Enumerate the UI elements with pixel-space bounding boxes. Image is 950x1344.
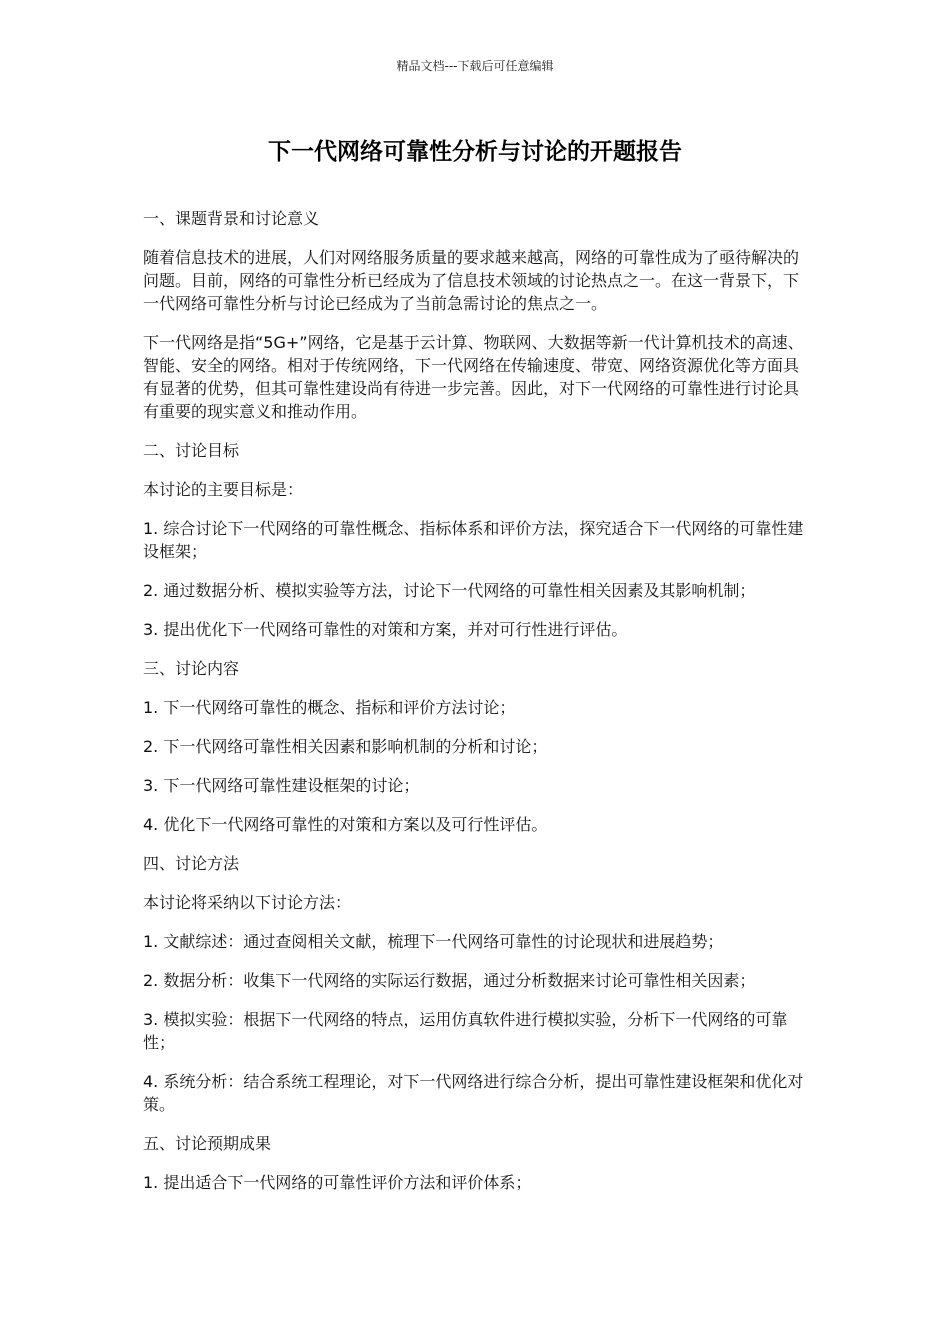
- section-heading-methods: 四、讨论方法: [143, 854, 240, 873]
- document-title: 下一代网络可靠性分析与讨论的开题报告: [268, 139, 682, 165]
- section-heading-background: 一、课题背景和讨论意义: [143, 209, 320, 228]
- section-heading-outcomes: 五、讨论预期成果: [143, 1134, 272, 1153]
- list-item-method-2: 2. 数据分析：收集下一代网络的实际运行数据，通过分析数据来讨论可靠性相关因素；: [143, 971, 756, 990]
- list-item-goal-3: 3. 提出优化下一代网络可靠性的对策和方案，并对可行性进行评估。: [143, 620, 628, 639]
- list-item-goal-1: 1. 综合讨论下一代网络的可靠性概念、指标体系和评价方法，探究适合下一代网络的可靠性建设框架；: [143, 519, 804, 561]
- paragraph-background-1: 随着信息技术的进展，人们对网络服务质量的要求越来越高，网络的可靠性成为了亟待解决的问题。目前，网络的可靠性分析已经成为了信息技术领域的讨论热点之一。在这一背景下，下一代网络可靠性分析与讨论已经成为了当前急需讨论的焦点之一。: [143, 248, 800, 313]
- paragraph-goals-intro: 本讨论的主要目标是：: [143, 480, 304, 499]
- list-item-method-1: 1. 文献综述：通过查阅相关文献，梳理下一代网络可靠性的讨论现状和进展趋势；: [143, 932, 724, 951]
- list-item-content-1: 1. 下一代网络可靠性的概念、指标和评价方法讨论；: [143, 698, 516, 717]
- paragraph-background-2: 下一代网络是指“5G+”网络，它是基于云计算、物联网、大数据等新一代计算机技术的高速、智能、安全的网络。相对于传统网络，下一代网络在传输速度、带宽、网络资源优化等方面具有显著的优势，但其可靠性建设尚有待进一步完善。因此，对下一代网络的可靠性进行讨论具有重要的现实意义和推动作用。: [143, 333, 804, 421]
- section-heading-goals: 二、讨论目标: [143, 441, 240, 460]
- list-item-method-4: 4. 系统分析：结合系统工程理论，对下一代网络进行综合分析，提出可靠性建设框架和优化对策。: [143, 1072, 804, 1114]
- document-body: [143, 207, 811, 1210]
- list-item-content-3: 3. 下一代网络可靠性建设框架的讨论；: [143, 776, 420, 795]
- list-item-content-2: 2. 下一代网络可靠性相关因素和影响机制的分析和讨论；: [143, 737, 548, 756]
- paragraph-methods-intro: 本讨论将采纳以下讨论方法：: [143, 893, 352, 912]
- list-item-outcome-1: 1. 提出适合下一代网络的可靠性评价方法和评价体系；: [143, 1173, 532, 1192]
- list-item-content-4: 4. 优化下一代网络可靠性的对策和方案以及可行性评估。: [143, 815, 548, 834]
- list-item-method-3: 3. 模拟实验：根据下一代网络的特点，运用仿真软件进行模拟实验，分析下一代网络的可靠性；: [143, 1010, 788, 1052]
- header-note: 精品文档---下载后可任意编辑: [396, 59, 554, 73]
- section-heading-content: 三、讨论内容: [143, 659, 240, 678]
- list-item-goal-2: 2. 通过数据分析、模拟实验等方法，讨论下一代网络的可靠性相关因素及其影响机制；: [143, 581, 756, 600]
